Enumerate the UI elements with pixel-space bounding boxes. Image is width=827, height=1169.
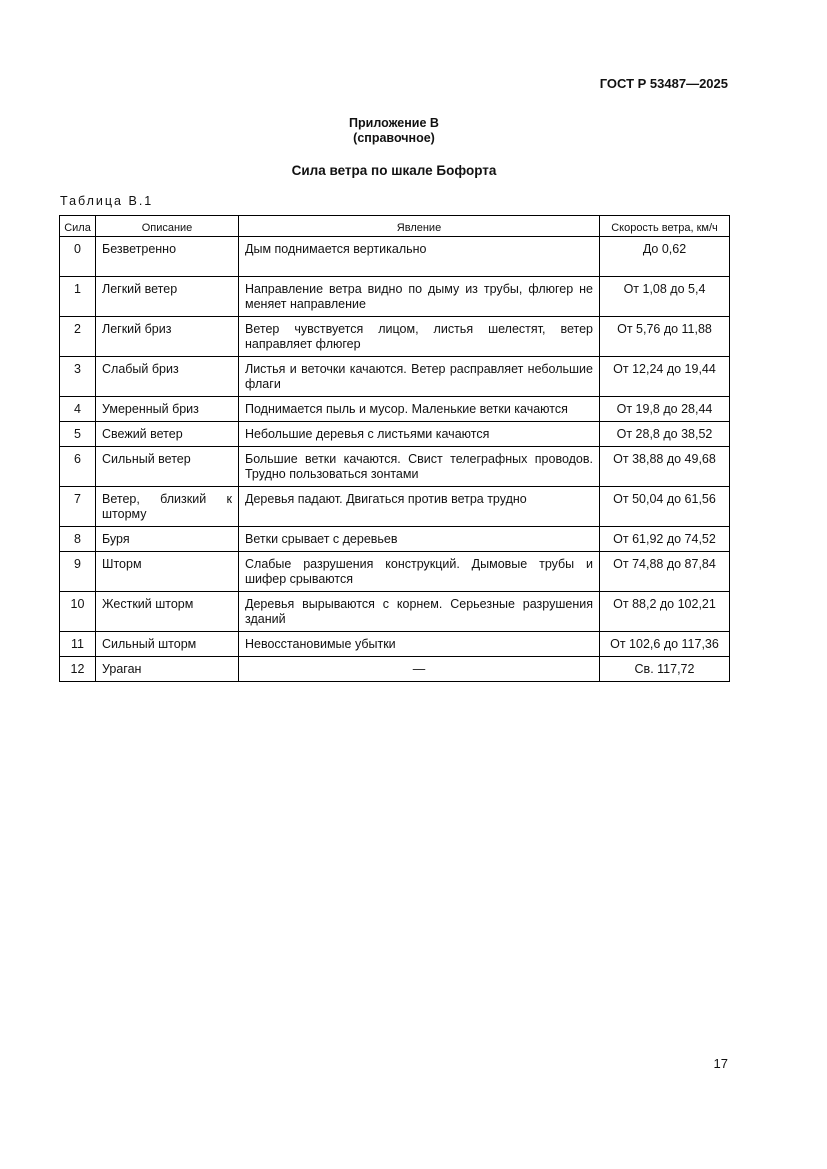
- cell-phenomenon: Листья и веточки качаются. Ветер расправляет небольшие флаги: [239, 357, 600, 397]
- table-row: [60, 527, 730, 552]
- table-row: [60, 237, 730, 277]
- cell-description: Ветер, близкий к шторму: [96, 487, 239, 527]
- cell-force: 8: [60, 527, 96, 552]
- cell-speed: От 50,04 до 61,56: [600, 487, 730, 527]
- table-row: [60, 487, 730, 527]
- cell-phenomenon: Дым поднимается вертикально: [239, 237, 600, 277]
- cell-force: 4: [60, 397, 96, 422]
- cell-force: 6: [60, 447, 96, 487]
- page-number: 17: [713, 1056, 728, 1071]
- table-row: [60, 422, 730, 447]
- cell-force: 5: [60, 422, 96, 447]
- cell-description: Жесткий шторм: [96, 592, 239, 632]
- table-row: [60, 592, 730, 632]
- cell-description: Умеренный бриз: [96, 397, 239, 422]
- table-row: [60, 632, 730, 657]
- cell-description: Сильный ветер: [96, 447, 239, 487]
- cell-force: 1: [60, 277, 96, 317]
- cell-force: 3: [60, 357, 96, 397]
- beaufort-table: [59, 215, 730, 682]
- cell-force: 0: [60, 237, 96, 277]
- cell-force: 12: [60, 657, 96, 682]
- cell-speed: От 19,8 до 28,44: [600, 397, 730, 422]
- cell-speed: До 0,62: [600, 237, 730, 277]
- section-title: Сила ветра по шкале Бофорта: [291, 163, 497, 178]
- cell-speed: От 5,76 до 11,88: [600, 317, 730, 357]
- cell-phenomenon: Невосстановимые убытки: [239, 632, 600, 657]
- cell-description: Шторм: [96, 552, 239, 592]
- table-row: [60, 277, 730, 317]
- column-header-description: Описание: [96, 216, 239, 237]
- cell-speed: От 1,08 до 5,4: [600, 277, 730, 317]
- cell-force: 7: [60, 487, 96, 527]
- cell-phenomenon: Деревья вырываются с корнем. Серьезные разрушения зданий: [239, 592, 600, 632]
- cell-phenomenon: Поднимается пыль и мусор. Маленькие ветки качаются: [239, 397, 600, 422]
- table-row: [60, 552, 730, 592]
- cell-description: Легкий ветер: [96, 277, 239, 317]
- cell-force: 9: [60, 552, 96, 592]
- cell-speed: От 61,92 до 74,52: [600, 527, 730, 552]
- table-row: [60, 657, 730, 682]
- cell-speed: От 28,8 до 38,52: [600, 422, 730, 447]
- cell-speed: От 88,2 до 102,21: [600, 592, 730, 632]
- cell-phenomenon: Ветер чувствуется лицом, листья шелестят, ветер направляет флюгер: [239, 317, 600, 357]
- cell-description: Свежий ветер: [96, 422, 239, 447]
- table-row: [60, 447, 730, 487]
- appendix-subtitle: (справочное): [353, 131, 435, 145]
- cell-phenomenon: Деревья падают. Двигаться против ветра трудно: [239, 487, 600, 527]
- table-row: [60, 397, 730, 422]
- cell-force: 2: [60, 317, 96, 357]
- column-header-phenomenon: Явление: [239, 216, 600, 237]
- cell-phenomenon: —: [239, 657, 600, 682]
- column-header-force: Сила: [60, 216, 96, 237]
- cell-phenomenon: Небольшие деревья с листьями качаются: [239, 422, 600, 447]
- cell-description: Слабый бриз: [96, 357, 239, 397]
- cell-speed: От 74,88 до 87,84: [600, 552, 730, 592]
- cell-description: Легкий бриз: [96, 317, 239, 357]
- cell-description: Ураган: [96, 657, 239, 682]
- cell-force: 10: [60, 592, 96, 632]
- document-code: ГОСТ Р 53487—2025: [599, 76, 728, 91]
- cell-phenomenon: Ветки срывает с деревьев: [239, 527, 600, 552]
- table-header-row: [60, 216, 730, 237]
- cell-description: Сильный шторм: [96, 632, 239, 657]
- cell-speed: От 12,24 до 19,44: [600, 357, 730, 397]
- appendix-title: Приложение В: [349, 116, 439, 130]
- cell-phenomenon: Направление ветра видно по дыму из трубы, флюгер не меняет направление: [239, 277, 600, 317]
- cell-force: 11: [60, 632, 96, 657]
- cell-phenomenon: Слабые разрушения конструкций. Дымовые трубы и шифер срываются: [239, 552, 600, 592]
- table-caption: Таблица В.1: [60, 194, 154, 208]
- cell-phenomenon: Большие ветки качаются. Свист телеграфных проводов. Трудно пользоваться зонтами: [239, 447, 600, 487]
- cell-speed: Св. 117,72: [600, 657, 730, 682]
- cell-speed: От 102,6 до 117,36: [600, 632, 730, 657]
- table-row: [60, 357, 730, 397]
- column-header-speed: Скорость ветра, км/ч: [600, 216, 730, 237]
- table-row: [60, 317, 730, 357]
- cell-description: Буря: [96, 527, 239, 552]
- cell-description: Безветренно: [96, 237, 239, 277]
- cell-speed: От 38,88 до 49,68: [600, 447, 730, 487]
